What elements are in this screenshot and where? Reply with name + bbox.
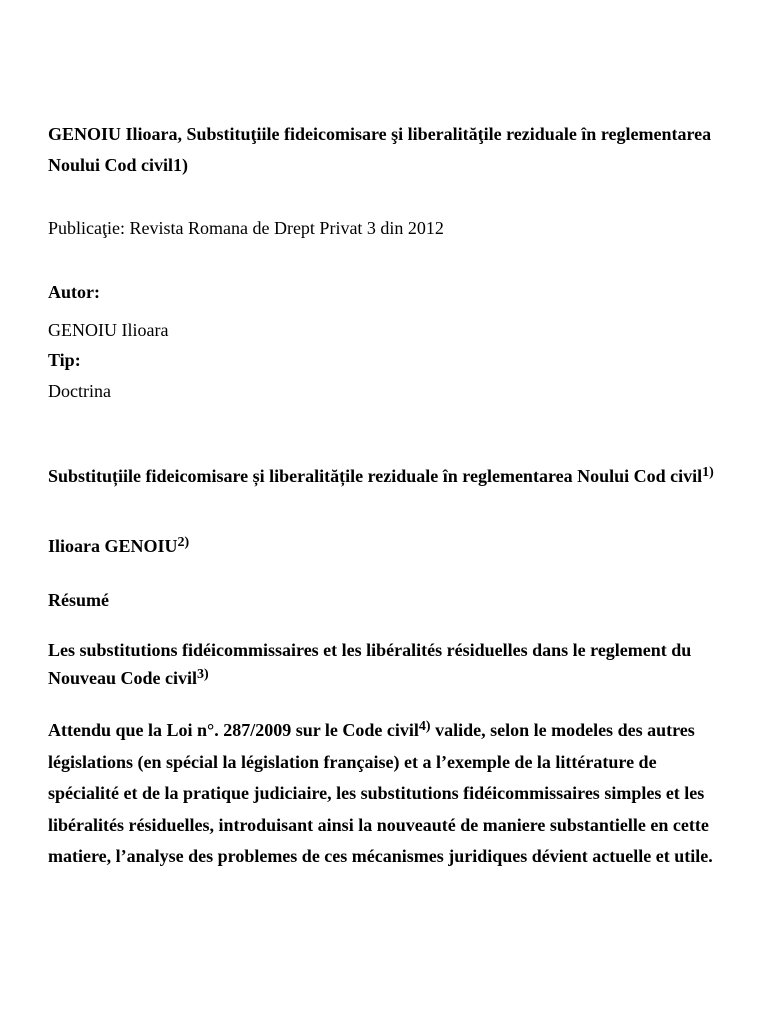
article-author: [48, 534, 720, 559]
document-title: GENOIU Ilioara, Substituţiile fideicomisare şi liberalităţile reziduale în reglementarea Noului Cod civil1): [48, 124, 712, 175]
french-title-text: Les substitutions fidéicommissaires et les libéralités résiduelles dans le reglement du Nouveau Code civil: [48, 640, 692, 688]
article-title: [48, 462, 720, 490]
publication-line: Publicaţie: Revista Romana de Drept Privat 3 din 2012: [48, 218, 444, 238]
type-label: Tip:: [48, 350, 81, 370]
author-name: GENOIU Ilioara: [48, 320, 169, 340]
type-value: Doctrina: [48, 381, 111, 401]
french-title: [48, 636, 720, 692]
french-abstract: [48, 715, 720, 873]
french-abstract-rest: valide, selon le modeles des autres législations (en spécial la législation française) et a l’exemple de la littérature de spécialité et de la pratique judiciaire, les substitutions fidéicommissaires simples et les libéralités résiduelles, introduisant ainsi la nouveauté de maniere substantielle en cette matiere, l’analyse des problemes de ces mécanismes juridiques dévient actuelle et utile.: [48, 720, 713, 866]
footnote-ref-1[interactable]: 1): [702, 465, 714, 480]
resume-heading: Résumé: [48, 590, 109, 610]
author-label: Autor:: [48, 282, 100, 302]
footnote-ref-2[interactable]: 2): [177, 535, 190, 550]
article-author-text: Ilioara GENOIU: [48, 536, 178, 556]
article-title-text: Substituțiile fideicomisare și liberalitățile reziduale în reglementarea Noului Cod civil: [48, 466, 703, 486]
french-abstract-start: Attendu que la Loi n°. 287/2009 sur le Code civil: [48, 720, 419, 740]
footnote-ref-4[interactable]: 4): [418, 719, 431, 734]
footnote-ref-3[interactable]: 3): [197, 667, 209, 682]
